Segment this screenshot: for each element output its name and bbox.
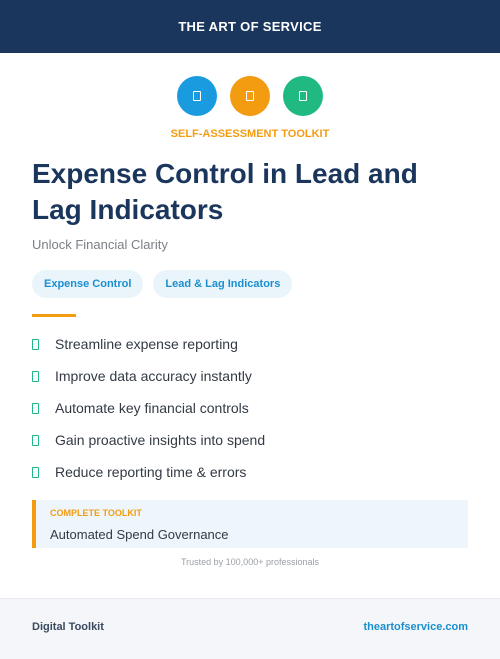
tag-lead-lag-indicators[interactable]: Lead & Lag Indicators — [153, 270, 292, 298]
benefit-text: Improve data accuracy instantly — [55, 368, 252, 384]
check-icon — [32, 371, 39, 382]
page-title: Expense Control in Lead and Lag Indicators — [32, 158, 418, 225]
toolkit-callout — [32, 500, 468, 548]
toolkit-kicker: SELF-ASSESSMENT TOOLKIT — [170, 128, 330, 140]
blue-document-icon — [177, 76, 217, 116]
check-icon — [32, 435, 39, 446]
benefit-text: Streamline expense reporting — [55, 336, 238, 352]
icon-row — [0, 76, 500, 116]
benefit-text: Automate key financial controls — [55, 400, 249, 416]
benefit-text: Gain proactive insights into spend — [55, 432, 266, 448]
benefit-item — [32, 456, 265, 488]
benefit-list — [32, 328, 265, 488]
tag-list — [32, 270, 292, 298]
website-link[interactable]: theartofservice.com — [363, 621, 468, 633]
tag-expense-control[interactable]: Expense Control — [32, 270, 143, 298]
check-icon — [32, 467, 39, 478]
page-subtitle: Unlock Financial Clarity — [32, 237, 168, 252]
green-document-icon — [283, 76, 323, 116]
brand-name: THE ART OF SERVICE — [178, 19, 322, 34]
accent-divider — [32, 314, 76, 317]
callout-label: COMPLETE TOOLKIT — [50, 508, 142, 518]
footer-label: Digital Toolkit — [32, 621, 104, 633]
footer — [0, 598, 500, 659]
check-icon — [32, 403, 39, 414]
top-banner — [0, 0, 500, 53]
benefit-item — [32, 392, 265, 424]
orange-document-icon — [230, 76, 270, 116]
benefit-item — [32, 328, 265, 360]
check-icon — [32, 339, 39, 350]
trust-line: Trusted by 100,000+ professionals — [180, 557, 319, 567]
callout-text: Automated Spend Governance — [50, 527, 229, 542]
benefit-item — [32, 360, 265, 392]
benefit-text: Reduce reporting time & errors — [55, 464, 247, 480]
benefit-item — [32, 424, 265, 456]
